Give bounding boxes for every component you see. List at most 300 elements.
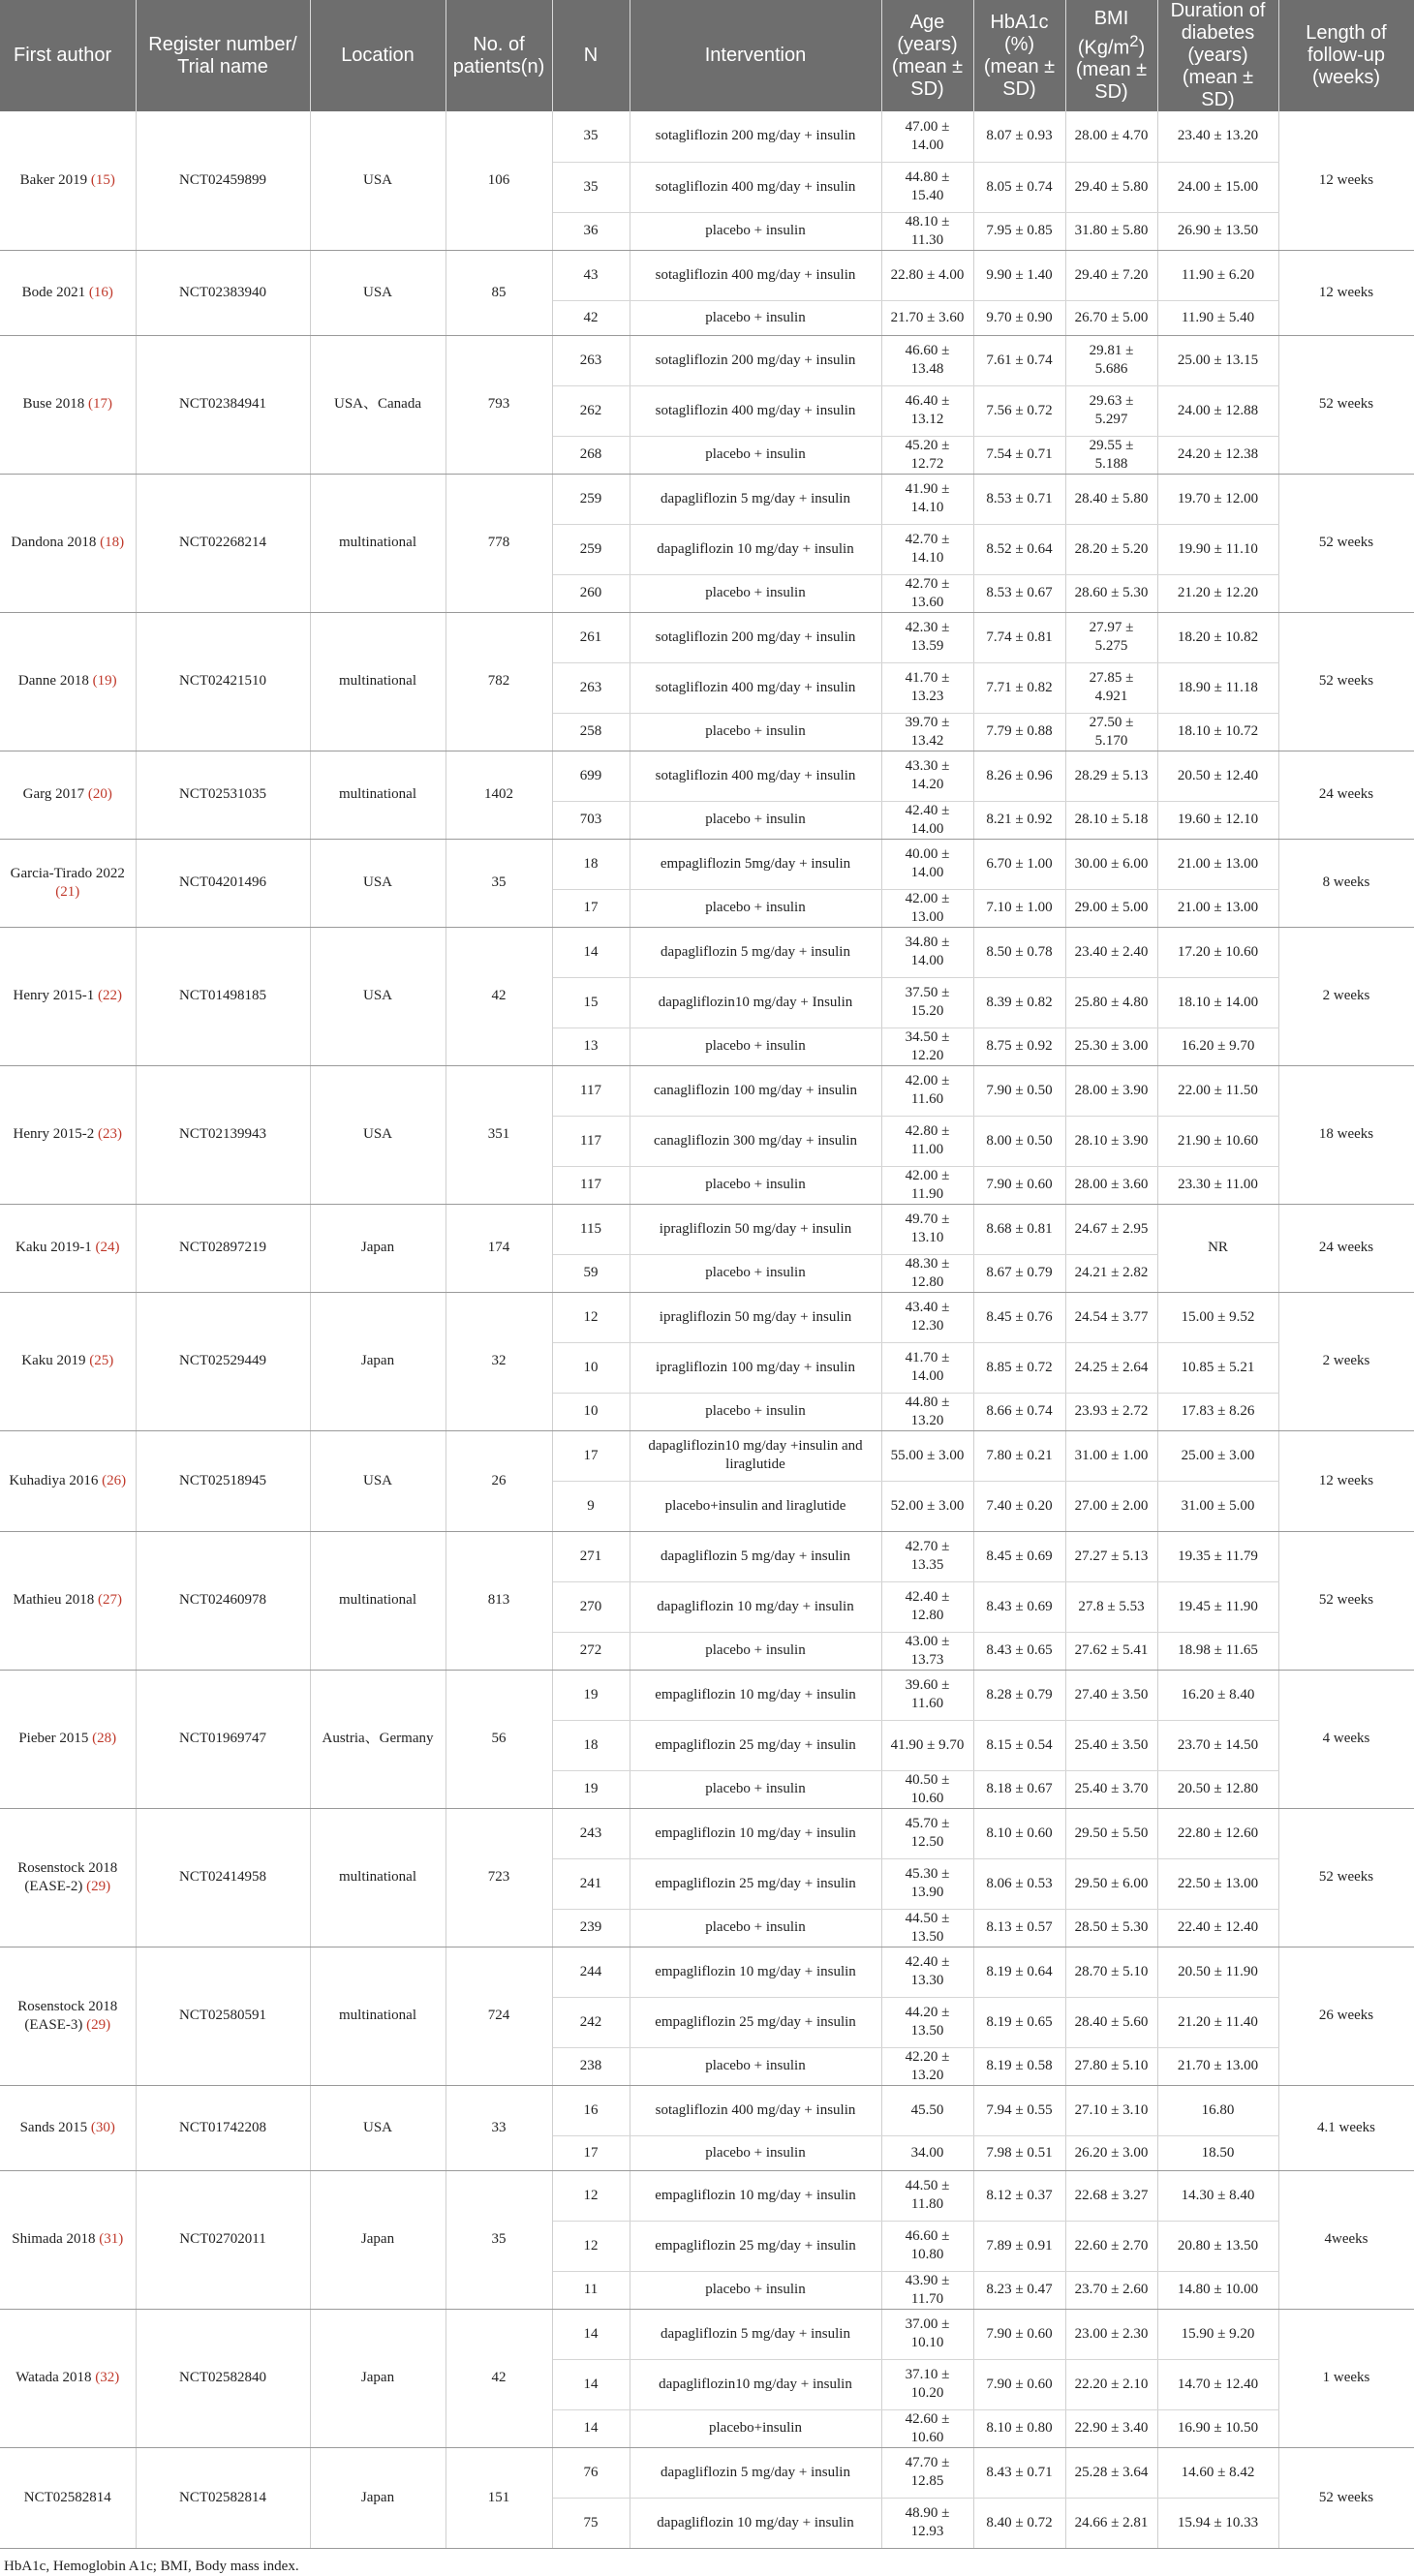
cell-hba1c: 8.23 ± 0.47 (973, 2271, 1065, 2309)
cell-intervention: placebo+insulin (630, 2409, 881, 2447)
table-row (0, 335, 1414, 385)
cell-followup: 4.1 weeks (1278, 2085, 1414, 2170)
table-row (0, 2085, 1414, 2135)
cell-bmi: 30.00 ± 6.00 (1065, 839, 1157, 889)
author-name: Rosenstock 2018 (EASE-3) (17, 1998, 118, 2033)
cell-hba1c: 8.43 ± 0.71 (973, 2447, 1065, 2498)
reference-link[interactable]: (25) (89, 1353, 114, 1368)
cell-hba1c: 9.70 ± 0.90 (973, 300, 1065, 335)
cell-duration: 21.20 ± 12.20 (1157, 574, 1278, 612)
cell-followup: 52 weeks (1278, 1808, 1414, 1947)
cell-location: multinational (310, 1808, 446, 1947)
cell-hba1c: 8.21 ± 0.92 (973, 801, 1065, 839)
cell-age: 42.80 ± 11.00 (881, 1116, 973, 1166)
cell-n: 13 (552, 1027, 630, 1065)
cell-bmi: 28.29 ± 5.13 (1065, 751, 1157, 801)
header-register-number: Register number/ Trial name (136, 0, 310, 111)
cell-hba1c: 7.90 ± 0.50 (973, 1065, 1065, 1116)
author-name: Garg 2017 (22, 786, 85, 802)
cell-register-number: NCT02383940 (136, 250, 310, 335)
cell-first-author (0, 335, 136, 474)
cell-duration: 24.00 ± 15.00 (1157, 162, 1278, 212)
table-row (0, 1065, 1414, 1116)
cell-first-author (0, 111, 136, 250)
cell-followup: 12 weeks (1278, 250, 1414, 335)
reference-link[interactable]: (22) (97, 988, 122, 1003)
reference-link[interactable]: (26) (102, 1472, 127, 1488)
table-row (0, 474, 1414, 524)
author-name: Kaku 2019-1 (15, 1240, 92, 1255)
cell-bmi: 28.00 ± 4.70 (1065, 111, 1157, 162)
cell-n: 270 (552, 1581, 630, 1632)
cell-intervention: sotagliflozin 200 mg/day + insulin (630, 335, 881, 385)
cell-followup: 2 weeks (1278, 927, 1414, 1065)
cell-bmi: 25.40 ± 3.50 (1065, 1720, 1157, 1770)
cell-age: 47.70 ± 12.85 (881, 2447, 973, 2498)
table-row (0, 2170, 1414, 2221)
cell-duration: 19.45 ± 11.90 (1157, 1581, 1278, 1632)
cell-intervention: dapagliflozin10 mg/day + insulin (630, 2359, 881, 2409)
cell-hba1c: 8.12 ± 0.37 (973, 2170, 1065, 2221)
cell-age: 22.80 ± 4.00 (881, 250, 973, 300)
cell-patients: 723 (446, 1808, 552, 1947)
cell-n: 703 (552, 801, 630, 839)
cell-duration: 25.00 ± 13.15 (1157, 335, 1278, 385)
table-row (0, 1430, 1414, 1481)
cell-n: 239 (552, 1909, 630, 1947)
reference-link[interactable]: (29) (86, 2016, 111, 2033)
cell-hba1c: 8.50 ± 0.78 (973, 927, 1065, 977)
cell-patients: 32 (446, 1292, 552, 1430)
cell-duration: 23.70 ± 14.50 (1157, 1720, 1278, 1770)
cell-age: 44.80 ± 13.20 (881, 1393, 973, 1430)
cell-followup: 52 weeks (1278, 2447, 1414, 2548)
cell-n: 259 (552, 524, 630, 574)
author-name: NCT02582814 (23, 2489, 111, 2505)
cell-location: USA (310, 250, 446, 335)
cell-intervention: ipragliflozin 50 mg/day + insulin (630, 1204, 881, 1254)
cell-n: 260 (552, 574, 630, 612)
cell-n: 238 (552, 2047, 630, 2085)
cell-hba1c: 7.90 ± 0.60 (973, 2309, 1065, 2359)
cell-age: 41.70 ± 13.23 (881, 662, 973, 713)
cell-bmi: 22.68 ± 3.27 (1065, 2170, 1157, 2221)
cell-n: 14 (552, 2409, 630, 2447)
cell-duration: 18.10 ± 10.72 (1157, 713, 1278, 751)
cell-bmi: 27.00 ± 2.00 (1065, 1481, 1157, 1531)
cell-location: Japan (310, 1292, 446, 1430)
cell-intervention: dapagliflozin10 mg/day + Insulin (630, 977, 881, 1027)
reference-link[interactable]: (24) (95, 1240, 120, 1255)
cell-bmi: 29.00 ± 5.00 (1065, 889, 1157, 927)
cell-intervention: dapagliflozin10 mg/day +insulin and liraglutide (630, 1430, 881, 1481)
cell-intervention: empagliflozin 5mg/day + insulin (630, 839, 881, 889)
cell-duration: 19.70 ± 12.00 (1157, 474, 1278, 524)
author-name: Rosenstock 2018 (EASE-2) (17, 1859, 118, 1894)
cell-location: multinational (310, 474, 446, 612)
table-row (0, 1808, 1414, 1858)
cell-followup: 24 weeks (1278, 1204, 1414, 1292)
table-row (0, 839, 1414, 889)
cell-patients: 33 (446, 2085, 552, 2170)
cell-intervention: placebo + insulin (630, 1166, 881, 1204)
cell-patients: 26 (446, 1430, 552, 1531)
cell-patients: 106 (446, 111, 552, 250)
cell-patients: 351 (446, 1065, 552, 1204)
cell-duration: 15.94 ± 10.33 (1157, 2498, 1278, 2548)
cell-location: USA (310, 1065, 446, 1204)
cell-patients: 42 (446, 2309, 552, 2447)
cell-bmi: 25.80 ± 4.80 (1065, 977, 1157, 1027)
cell-bmi: 23.70 ± 2.60 (1065, 2271, 1157, 2309)
author-name: Henry 2015-2 (13, 1126, 95, 1142)
reference-link[interactable]: (18) (100, 535, 125, 550)
cell-followup: 18 weeks (1278, 1065, 1414, 1204)
cell-hba1c: 7.10 ± 1.00 (973, 889, 1065, 927)
cell-n: 76 (552, 2447, 630, 2498)
header-age: Age (years) (mean ± SD) (881, 0, 973, 111)
cell-n: 241 (552, 1858, 630, 1909)
cell-age: 41.70 ± 14.00 (881, 1342, 973, 1393)
cell-age: 45.50 (881, 2085, 973, 2135)
cell-hba1c: 8.75 ± 0.92 (973, 1027, 1065, 1065)
cell-intervention: sotagliflozin 200 mg/day + insulin (630, 111, 881, 162)
cell-hba1c: 7.40 ± 0.20 (973, 1481, 1065, 1531)
reference-link[interactable]: (28) (92, 1731, 117, 1746)
cell-intervention: sotagliflozin 400 mg/day + insulin (630, 250, 881, 300)
cell-register-number: NCT02414958 (136, 1808, 310, 1947)
cell-register-number: NCT02459899 (136, 111, 310, 250)
cell-duration: 20.50 ± 11.90 (1157, 1947, 1278, 1997)
cell-hba1c: 8.53 ± 0.71 (973, 474, 1065, 524)
cell-age: 42.00 ± 13.00 (881, 889, 973, 927)
table-row (0, 612, 1414, 662)
cell-bmi: 28.10 ± 3.90 (1065, 1116, 1157, 1166)
cell-location: USA (310, 2085, 446, 2170)
cell-intervention: placebo + insulin (630, 1770, 881, 1808)
cell-bmi: 31.80 ± 5.80 (1065, 212, 1157, 250)
cell-age: 46.40 ± 13.12 (881, 385, 973, 436)
cell-intervention: placebo + insulin (630, 1909, 881, 1947)
reference-link[interactable]: (20) (87, 786, 112, 802)
cell-intervention: empagliflozin 10 mg/day + insulin (630, 1947, 881, 1997)
cell-age: 52.00 ± 3.00 (881, 1481, 973, 1531)
cell-age: 42.70 ± 14.10 (881, 524, 973, 574)
cell-n: 19 (552, 1670, 630, 1720)
cell-first-author (0, 250, 136, 335)
cell-hba1c: 8.26 ± 0.96 (973, 751, 1065, 801)
cell-n: 263 (552, 662, 630, 713)
author-name: Shimada 2018 (12, 2231, 96, 2247)
cell-duration: 16.20 ± 8.40 (1157, 1670, 1278, 1720)
cell-first-author (0, 1947, 136, 2085)
cell-first-author (0, 1531, 136, 1670)
cell-age: 42.40 ± 12.80 (881, 1581, 973, 1632)
cell-duration: 10.85 ± 5.21 (1157, 1342, 1278, 1393)
cell-age: 45.30 ± 13.90 (881, 1858, 973, 1909)
table-row (0, 751, 1414, 801)
cell-first-author (0, 1065, 136, 1204)
cell-patients: 85 (446, 250, 552, 335)
reference-link[interactable]: (30) (90, 2119, 115, 2135)
cell-hba1c: 7.90 ± 0.60 (973, 1166, 1065, 1204)
cell-bmi: 23.93 ± 2.72 (1065, 1393, 1157, 1430)
cell-duration: 18.90 ± 11.18 (1157, 662, 1278, 713)
cell-bmi: 22.20 ± 2.10 (1065, 2359, 1157, 2409)
cell-intervention: placebo + insulin (630, 801, 881, 839)
cell-age: 34.80 ± 14.00 (881, 927, 973, 977)
cell-hba1c: 8.28 ± 0.79 (973, 1670, 1065, 1720)
cell-intervention: sotagliflozin 400 mg/day + insulin (630, 2085, 881, 2135)
cell-patients: 793 (446, 335, 552, 474)
cell-first-author (0, 1204, 136, 1292)
cell-hba1c: 8.66 ± 0.74 (973, 1393, 1065, 1430)
reference-link[interactable]: (19) (92, 673, 117, 689)
cell-duration: 18.20 ± 10.82 (1157, 612, 1278, 662)
cell-location: Japan (310, 2447, 446, 2548)
cell-register-number: NCT02897219 (136, 1204, 310, 1292)
reference-link[interactable]: (27) (98, 1592, 122, 1608)
cell-intervention: placebo + insulin (630, 212, 881, 250)
cell-location: USA (310, 1430, 446, 1531)
cell-intervention: placebo + insulin (630, 2135, 881, 2170)
cell-intervention: sotagliflozin 400 mg/day + insulin (630, 385, 881, 436)
cell-duration: 21.70 ± 13.00 (1157, 2047, 1278, 2085)
cell-hba1c: 7.95 ± 0.85 (973, 212, 1065, 250)
header-bmi-sup: 2 (1129, 31, 1139, 50)
header-location: Location (310, 0, 446, 111)
cell-followup: 52 weeks (1278, 1531, 1414, 1670)
cell-age: 48.10 ± 11.30 (881, 212, 973, 250)
cell-age: 42.00 ± 11.60 (881, 1065, 973, 1116)
table-row (0, 2447, 1414, 2498)
cell-bmi: 24.25 ± 2.64 (1065, 1342, 1157, 1393)
cell-bmi: 28.50 ± 5.30 (1065, 1909, 1157, 1947)
author-name: Kuhadiya 2016 (9, 1472, 99, 1488)
cell-followup: 12 weeks (1278, 111, 1414, 250)
cell-intervention: empagliflozin 10 mg/day + insulin (630, 2170, 881, 2221)
cell-intervention: canagliflozin 100 mg/day + insulin (630, 1065, 881, 1116)
cell-duration: 14.30 ± 8.40 (1157, 2170, 1278, 2221)
table-row (0, 1292, 1414, 1342)
cell-first-author (0, 751, 136, 839)
reference-link[interactable]: (17) (88, 396, 112, 412)
cell-age: 44.50 ± 11.80 (881, 2170, 973, 2221)
cell-n: 117 (552, 1166, 630, 1204)
cell-register-number: NCT02531035 (136, 751, 310, 839)
cell-duration: 15.00 ± 9.52 (1157, 1292, 1278, 1342)
cell-first-author (0, 1292, 136, 1430)
cell-bmi: 28.60 ± 5.30 (1065, 574, 1157, 612)
cell-n: 36 (552, 212, 630, 250)
cell-duration: 31.00 ± 5.00 (1157, 1481, 1278, 1531)
cell-age: 21.70 ± 3.60 (881, 300, 973, 335)
cell-bmi: 27.97 ± 5.275 (1065, 612, 1157, 662)
cell-followup: 1 weeks (1278, 2309, 1414, 2447)
cell-duration: 22.50 ± 13.00 (1157, 1858, 1278, 1909)
cell-n: 19 (552, 1770, 630, 1808)
cell-first-author (0, 2309, 136, 2447)
cell-register-number: NCT02268214 (136, 474, 310, 612)
cell-patients: 813 (446, 1531, 552, 1670)
cell-intervention: empagliflozin 25 mg/day + insulin (630, 1997, 881, 2047)
cell-duration: 15.90 ± 9.20 (1157, 2309, 1278, 2359)
cell-hba1c: 8.19 ± 0.58 (973, 2047, 1065, 2085)
author-name: Bode 2021 (21, 284, 86, 300)
cell-followup: 24 weeks (1278, 751, 1414, 839)
cell-patients: 56 (446, 1670, 552, 1808)
cell-location: multinational (310, 751, 446, 839)
cell-age: 39.60 ± 11.60 (881, 1670, 973, 1720)
cell-intervention: placebo + insulin (630, 1393, 881, 1430)
cell-age: 42.70 ± 13.35 (881, 1531, 973, 1581)
cell-bmi: 23.40 ± 2.40 (1065, 927, 1157, 977)
cell-n: 12 (552, 1292, 630, 1342)
cell-bmi: 29.55 ± 5.188 (1065, 436, 1157, 474)
cell-hba1c: 8.68 ± 0.81 (973, 1204, 1065, 1254)
table-body (0, 111, 1414, 2548)
cell-n: 244 (552, 1947, 630, 1997)
cell-followup: 2 weeks (1278, 1292, 1414, 1430)
cell-age: 43.30 ± 14.20 (881, 751, 973, 801)
cell-duration: 21.00 ± 13.00 (1157, 889, 1278, 927)
cell-followup: 26 weeks (1278, 1947, 1414, 2085)
cell-n: 17 (552, 889, 630, 927)
cell-location: Japan (310, 1204, 446, 1292)
cell-hba1c: 8.06 ± 0.53 (973, 1858, 1065, 1909)
cell-location: Austria、Germany (310, 1670, 446, 1808)
cell-n: 272 (552, 1632, 630, 1670)
cell-bmi: 27.8 ± 5.53 (1065, 1581, 1157, 1632)
cell-register-number: NCT01969747 (136, 1670, 310, 1808)
cell-bmi: 28.70 ± 5.10 (1065, 1947, 1157, 1997)
cell-age: 42.40 ± 14.00 (881, 801, 973, 839)
cell-n: 15 (552, 977, 630, 1027)
cell-age: 44.80 ± 15.40 (881, 162, 973, 212)
reference-link[interactable]: (16) (88, 284, 113, 300)
cell-hba1c: 6.70 ± 1.00 (973, 839, 1065, 889)
cell-n: 14 (552, 2309, 630, 2359)
author-name: Kaku 2019 (21, 1353, 86, 1368)
cell-n: 262 (552, 385, 630, 436)
cell-age: 42.20 ± 13.20 (881, 2047, 973, 2085)
cell-hba1c: 7.79 ± 0.88 (973, 713, 1065, 751)
cell-duration: 16.90 ± 10.50 (1157, 2409, 1278, 2447)
cell-intervention: ipragliflozin 100 mg/day + insulin (630, 1342, 881, 1393)
cell-intervention: placebo + insulin (630, 889, 881, 927)
cell-hba1c: 8.43 ± 0.69 (973, 1581, 1065, 1632)
cell-intervention: placebo + insulin (630, 300, 881, 335)
cell-hba1c: 8.52 ± 0.64 (973, 524, 1065, 574)
cell-intervention: empagliflozin 10 mg/day + insulin (630, 1670, 881, 1720)
cell-age: 37.10 ± 10.20 (881, 2359, 973, 2409)
cell-register-number: NCT02582814 (136, 2447, 310, 2548)
header-duration: Duration of diabetes (years) (mean ± SD) (1157, 0, 1278, 111)
author-name: Pieber 2015 (18, 1731, 89, 1746)
cell-patients: 35 (446, 2170, 552, 2309)
cell-age: 46.60 ± 10.80 (881, 2221, 973, 2271)
cell-n: 243 (552, 1808, 630, 1858)
cell-age: 37.00 ± 10.10 (881, 2309, 973, 2359)
table-footnote: HbA1c, Hemoglobin A1c; BMI, Body mass index. (4, 2558, 299, 2574)
cell-location: USA (310, 927, 446, 1065)
cell-bmi: 27.27 ± 5.13 (1065, 1531, 1157, 1581)
cell-n: 14 (552, 2359, 630, 2409)
cell-age: 44.50 ± 13.50 (881, 1909, 973, 1947)
table-row (0, 1204, 1414, 1254)
cell-age: 34.50 ± 12.20 (881, 1027, 973, 1065)
cell-n: 261 (552, 612, 630, 662)
cell-bmi: 27.40 ± 3.50 (1065, 1670, 1157, 1720)
cell-hba1c: 7.54 ± 0.71 (973, 436, 1065, 474)
reference-link[interactable]: (29) (86, 1878, 111, 1894)
cell-duration: 20.50 ± 12.40 (1157, 751, 1278, 801)
cell-intervention: dapagliflozin 5 mg/day + insulin (630, 2309, 881, 2359)
cell-age: 49.70 ± 13.10 (881, 1204, 973, 1254)
cell-duration: 17.20 ± 10.60 (1157, 927, 1278, 977)
cell-register-number: NCT02139943 (136, 1065, 310, 1204)
cell-followup: 12 weeks (1278, 1430, 1414, 1531)
cell-n: 263 (552, 335, 630, 385)
reference-link[interactable]: (31) (99, 2231, 124, 2247)
cell-first-author (0, 612, 136, 751)
cell-hba1c: 8.18 ± 0.67 (973, 1770, 1065, 1808)
cell-duration: 21.90 ± 10.60 (1157, 1116, 1278, 1166)
cell-age: 34.00 (881, 2135, 973, 2170)
cell-intervention: sotagliflozin 400 mg/day + insulin (630, 162, 881, 212)
cell-location: USA、Canada (310, 335, 446, 474)
cell-age: 55.00 ± 3.00 (881, 1430, 973, 1481)
cell-bmi: 24.67 ± 2.95 (1065, 1204, 1157, 1254)
cell-n: 117 (552, 1065, 630, 1116)
cell-n: 12 (552, 2170, 630, 2221)
reference-link[interactable]: (23) (97, 1126, 122, 1142)
reference-link[interactable]: (21) (55, 883, 80, 900)
table-row (0, 250, 1414, 300)
reference-link[interactable]: (15) (90, 171, 115, 188)
cell-patients: 42 (446, 927, 552, 1065)
cell-location: USA (310, 839, 446, 927)
cell-bmi: 26.70 ± 5.00 (1065, 300, 1157, 335)
cell-duration: 22.40 ± 12.40 (1157, 1909, 1278, 1947)
cell-bmi: 29.40 ± 7.20 (1065, 250, 1157, 300)
cell-age: 37.50 ± 15.20 (881, 977, 973, 1027)
cell-hba1c: 8.53 ± 0.67 (973, 574, 1065, 612)
cell-location: USA (310, 111, 446, 250)
cell-age: 42.70 ± 13.60 (881, 574, 973, 612)
cell-intervention: sotagliflozin 400 mg/day + insulin (630, 751, 881, 801)
cell-intervention: canagliflozin 300 mg/day + insulin (630, 1116, 881, 1166)
table-row (0, 1670, 1414, 1720)
cell-duration: 21.00 ± 13.00 (1157, 839, 1278, 889)
cell-intervention: placebo + insulin (630, 713, 881, 751)
cell-age: 47.00 ± 14.00 (881, 111, 973, 162)
cell-first-author (0, 839, 136, 927)
table-row (0, 927, 1414, 977)
cell-followup: 8 weeks (1278, 839, 1414, 927)
cell-register-number: NCT02518945 (136, 1430, 310, 1531)
cell-intervention: placebo + insulin (630, 574, 881, 612)
cell-register-number: NCT02460978 (136, 1531, 310, 1670)
cell-location: Japan (310, 2170, 446, 2309)
cell-hba1c: 8.85 ± 0.72 (973, 1342, 1065, 1393)
cell-bmi: 28.40 ± 5.60 (1065, 1997, 1157, 2047)
header-first-author: First author (0, 0, 136, 111)
cell-duration: 19.60 ± 12.10 (1157, 801, 1278, 839)
cell-patients: 174 (446, 1204, 552, 1292)
reference-link[interactable]: (32) (95, 2370, 120, 2385)
cell-bmi: 28.00 ± 3.60 (1065, 1166, 1157, 1204)
